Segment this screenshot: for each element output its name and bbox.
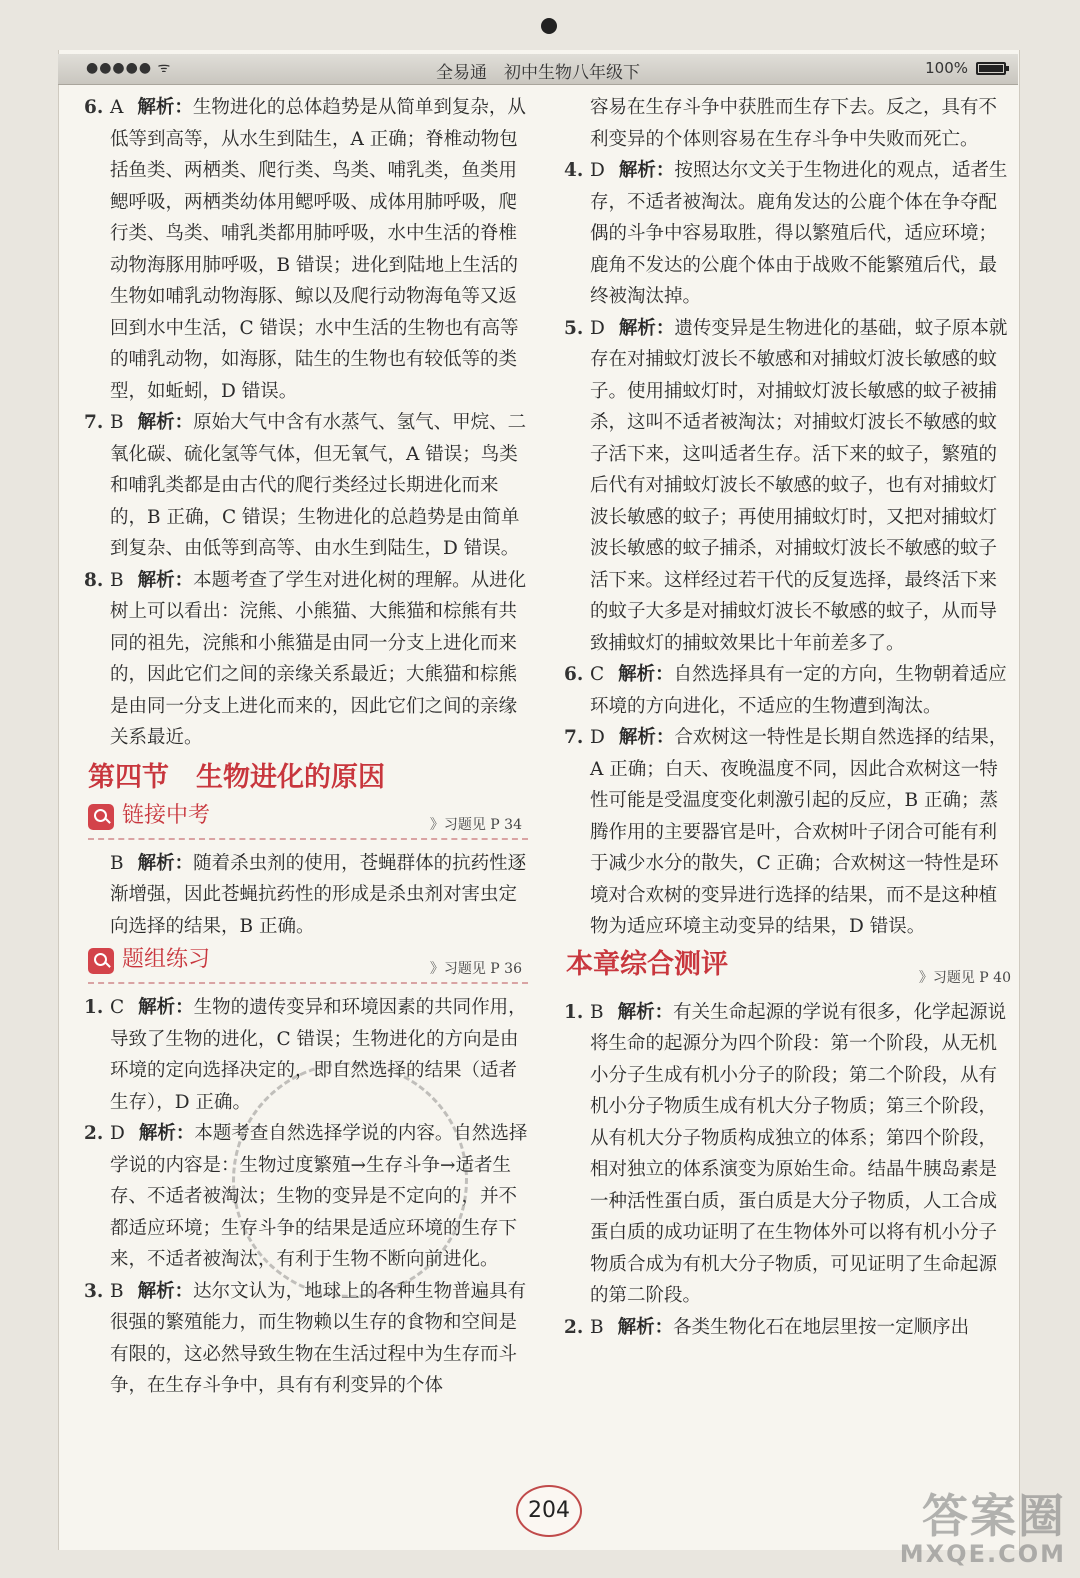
analysis-label: 解析： bbox=[137, 97, 193, 118]
analysis-label: 解析： bbox=[617, 1316, 674, 1338]
item-number: 5. bbox=[564, 317, 584, 339]
page-reference: 》习题见 P 34 bbox=[429, 816, 522, 833]
camera-dot bbox=[541, 18, 557, 34]
analysis-label: 解析： bbox=[138, 997, 194, 1018]
answer-letter: B bbox=[110, 412, 124, 433]
answer-item bbox=[564, 1312, 1013, 1344]
analysis-text: 遗传变异是生物进化的基础，蚊子原本就存在对捕蚊灯波长不敏感和对捕蚊灯波长敏感的蚊子。使用捕蚊灯时，对捕蚊灯波长敏感的蚊子被捕杀，这叫不适者被淘汰；对捕蚊灯波长不敏感的蚊子活下来，这叫适者生存。活下来的蚊子，繁殖的后代有对捕蚊灯波长不敏感的蚊子，也有对捕蚊灯波长敏感的蚊子；再使用捕蚊灯时，又把对捕蚊灯波长敏感的蚊子捕杀，对捕蚊灯波长不敏感的蚊子活下来。这样经过若干代的反复选择，最终活下来的蚊子大多是对捕蚊灯波长不敏感的蚊子，从而导致捕蚊灯的捕蚊效果比十年前差多了。 bbox=[590, 317, 1008, 654]
watermark-text: 答案圈 bbox=[922, 1489, 1066, 1543]
item-number: 7. bbox=[564, 727, 584, 748]
signal-icon: ●●●●● ᯤ bbox=[86, 60, 172, 76]
analysis-label: 解析： bbox=[137, 1280, 194, 1302]
analysis-text: 本题考查自然选择学说的内容。自然选择学说的内容是：生物过度繁殖→生存斗争→适者生存、不适者被淘汰；生物的变异是不定向的，并不都适应环境；生存斗争的结果是适应环境的生存下来，不适者被淘汰，有利于生物不断向前进化。 bbox=[110, 1123, 528, 1270]
answer-letter: B bbox=[110, 569, 124, 591]
page-reference: 》习题见 P 40 bbox=[918, 969, 1011, 986]
battery-percent: 100% bbox=[925, 59, 968, 77]
answer-letter: B bbox=[110, 1280, 124, 1302]
answer-letter: D bbox=[590, 317, 605, 339]
analysis-text: 各类生物化石在地层里按一定顺序出 bbox=[673, 1316, 970, 1338]
answer-item bbox=[84, 1276, 528, 1402]
answer-item bbox=[84, 407, 528, 565]
sub-heading: 链接中考 bbox=[122, 802, 211, 828]
item-number: 1. bbox=[564, 1001, 584, 1023]
group-practice-header bbox=[88, 944, 528, 984]
sub-heading: 题组练习 bbox=[122, 947, 211, 972]
item-number: 4. bbox=[564, 160, 584, 181]
analysis-label: 解析： bbox=[618, 727, 675, 748]
answer-item bbox=[84, 565, 528, 754]
analysis-label: 解析： bbox=[618, 317, 675, 339]
chapter-heading: 本章综合测评 bbox=[566, 948, 728, 980]
answer-item bbox=[88, 848, 528, 943]
answer-letter: D bbox=[590, 727, 605, 748]
analysis-label: 解析： bbox=[617, 1001, 674, 1023]
continued-text: 容易在生存斗争中获胜而生存下去。反之，具有不利变异的个体则容易在生存斗争中失败而死亡。 bbox=[590, 97, 998, 150]
analysis-text: 按照达尔文关于生物进化的观点，适者生存，不适者被淘汰。鹿角发达的公鹿个体在争夺配偶的斗争中容易取胜，得以繁殖后代，适应环境；鹿角不发达的公鹿个体由于战败不能繁殖后代，最终被淘汰掉。 bbox=[590, 160, 1008, 307]
answer-letter: C bbox=[110, 997, 125, 1018]
answer-item bbox=[564, 722, 1013, 943]
status-bar bbox=[58, 54, 1018, 85]
analysis-label: 解析： bbox=[137, 569, 194, 591]
battery-icon bbox=[976, 62, 1006, 75]
answer-item bbox=[564, 659, 1013, 722]
answer-letter: C bbox=[590, 664, 605, 685]
answer-letter: B bbox=[590, 1001, 604, 1023]
answer-letter: D bbox=[590, 160, 605, 181]
watermark-url: MXQE.COM bbox=[899, 1540, 1066, 1568]
analysis-text: 生物的遗传变异和环境因素的共同作用，导致了生物的进化，C 错误；生物进化的方向是由环境的定向选择决定的，即自然选择的结果（适者生存），D 正确。 bbox=[110, 997, 527, 1113]
right-column bbox=[564, 92, 1013, 1343]
analysis-label: 解析： bbox=[137, 412, 194, 433]
analysis-text: 随着杀虫剂的使用，苍蝇群体的抗药性逐渐增强，因此苍蝇抗药性的形成是杀虫剂对害虫定向选择的结果，B 正确。 bbox=[110, 852, 527, 937]
answer-item bbox=[564, 997, 1013, 1312]
item-number: 2. bbox=[564, 1316, 584, 1338]
analysis-label: 解析： bbox=[618, 160, 675, 181]
analysis-text: 生物进化的总体趋势是从简单到复杂，从低等到高等，从水生到陆生，A 正确；脊椎动物包括鱼类、两栖类、爬行类、鸟类、哺乳类，鱼类用鳃呼吸，两栖类幼体用鳃呼吸、成体用肺呼吸，爬行类、鸟类、哺乳类都用肺呼吸，水中生活的脊椎动物海豚用肺呼吸，B 错误；进化到陆地上生活的生物如哺乳动物海豚、鲸以及爬行动物海龟等又返回到水中生活，C 错误；水中生活的生物也有高等的哺乳动物，如海豚，陆生的生物也有较低等的类型，如蚯蚓，D 错误。 bbox=[110, 97, 526, 402]
link-exam-header bbox=[88, 800, 528, 840]
item-number: 1. bbox=[84, 997, 104, 1018]
answer-item bbox=[84, 92, 528, 407]
analysis-text: 合欢树这一特性是长期自然选择的结果，A 正确；白天、夜晚温度不同，因此合欢树这一特性可能是受温度变化刺激引起的反应，B 正确；蒸腾作用的主要器官是叶，合欢树叶子闭合可能有利于减少水分的散失，C 正确；合欢树这一特性是环境对合欢树的变异进行选择的结果，而不是这种植物为适应环境主动变异的结果，D 错误。 bbox=[590, 727, 1008, 937]
item-number: 7. bbox=[84, 412, 104, 433]
analysis-text: 本题考查了学生对进化树的理解。从进化树上可以看出：浣熊、小熊猫、大熊猫和棕熊有共同的祖先，浣熊和小熊猫是由同一分支上进化而来的，因此它们之间的亲缘关系最近；大熊猫和棕熊是由同一分支上进化而来的，因此它们之间的亲缘关系最近。 bbox=[110, 569, 527, 748]
answer-item bbox=[564, 313, 1013, 660]
item-number: 6. bbox=[84, 97, 104, 118]
item-number: 8. bbox=[84, 569, 104, 591]
page-reference: 》习题见 P 36 bbox=[429, 961, 522, 977]
search-icon bbox=[88, 804, 114, 830]
item-number: 6. bbox=[564, 664, 584, 685]
analysis-text: 原始大气中含有水蒸气、氢气、甲烷、二氧化碳、硫化氢等气体，但无氧气，A 错误；鸟类和哺乳类都是由古代的爬行类经过长期进化而来的，B 正确，C 错误；生物进化的总趋势是由简单到复杂、由低等到高等、由水生到陆生，D 错误。 bbox=[110, 412, 527, 559]
answer-item bbox=[564, 155, 1013, 313]
analysis-text: 自然选择具有一定的方向，生物朝着适应环境的方向进化，不适应的生物遭到淘汰。 bbox=[590, 664, 1007, 717]
watermark-logo bbox=[899, 1489, 1066, 1568]
analysis-label: 解析： bbox=[138, 1123, 195, 1144]
answer-letter: A bbox=[110, 97, 124, 118]
analysis-text: 达尔文认为，地球上的各种生物普遍具有很强的繁殖能力，而生物赖以生存的食物和空间是有限的，这必然导致生物在生活过程中为生存而斗争，在生存斗争中，具有有利变异的个体 bbox=[110, 1280, 527, 1396]
status-title: 全易通 初中生物八年级下 bbox=[436, 63, 640, 83]
analysis-label: 解析： bbox=[618, 664, 674, 685]
answer-letter: D bbox=[110, 1123, 125, 1144]
chapter-test-header bbox=[568, 947, 1013, 991]
page-number: 204 bbox=[516, 1485, 582, 1537]
analysis-label: 解析： bbox=[137, 852, 194, 874]
section-title: 第四节 生物进化的原因 bbox=[88, 761, 385, 793]
item-number: 2. bbox=[84, 1123, 104, 1144]
answer-letter: B bbox=[110, 852, 124, 874]
analysis-text: 有关生命起源的学说有很多，化学起源说将生命的起源分为四个阶段：第一个阶段，从无机小分子生成有机小分子的阶段；第二个阶段，从有机小分子物质生成有机大分子物质；第三个阶段，从有机大分子物质构成独立的体系；第四个阶段，相对独立的体系演变为原始生命。结晶牛胰岛素是一种活性蛋白质，蛋白质是大分子物质，人工合成蛋白质的成功证明了在生物体外可以将有机小分子物质合成为有机大分子物质，可见证明了生命起源的第二阶段。 bbox=[590, 1001, 1007, 1306]
answer-letter: B bbox=[590, 1316, 604, 1338]
search-icon bbox=[88, 948, 114, 974]
item-number: 3. bbox=[84, 1280, 104, 1302]
